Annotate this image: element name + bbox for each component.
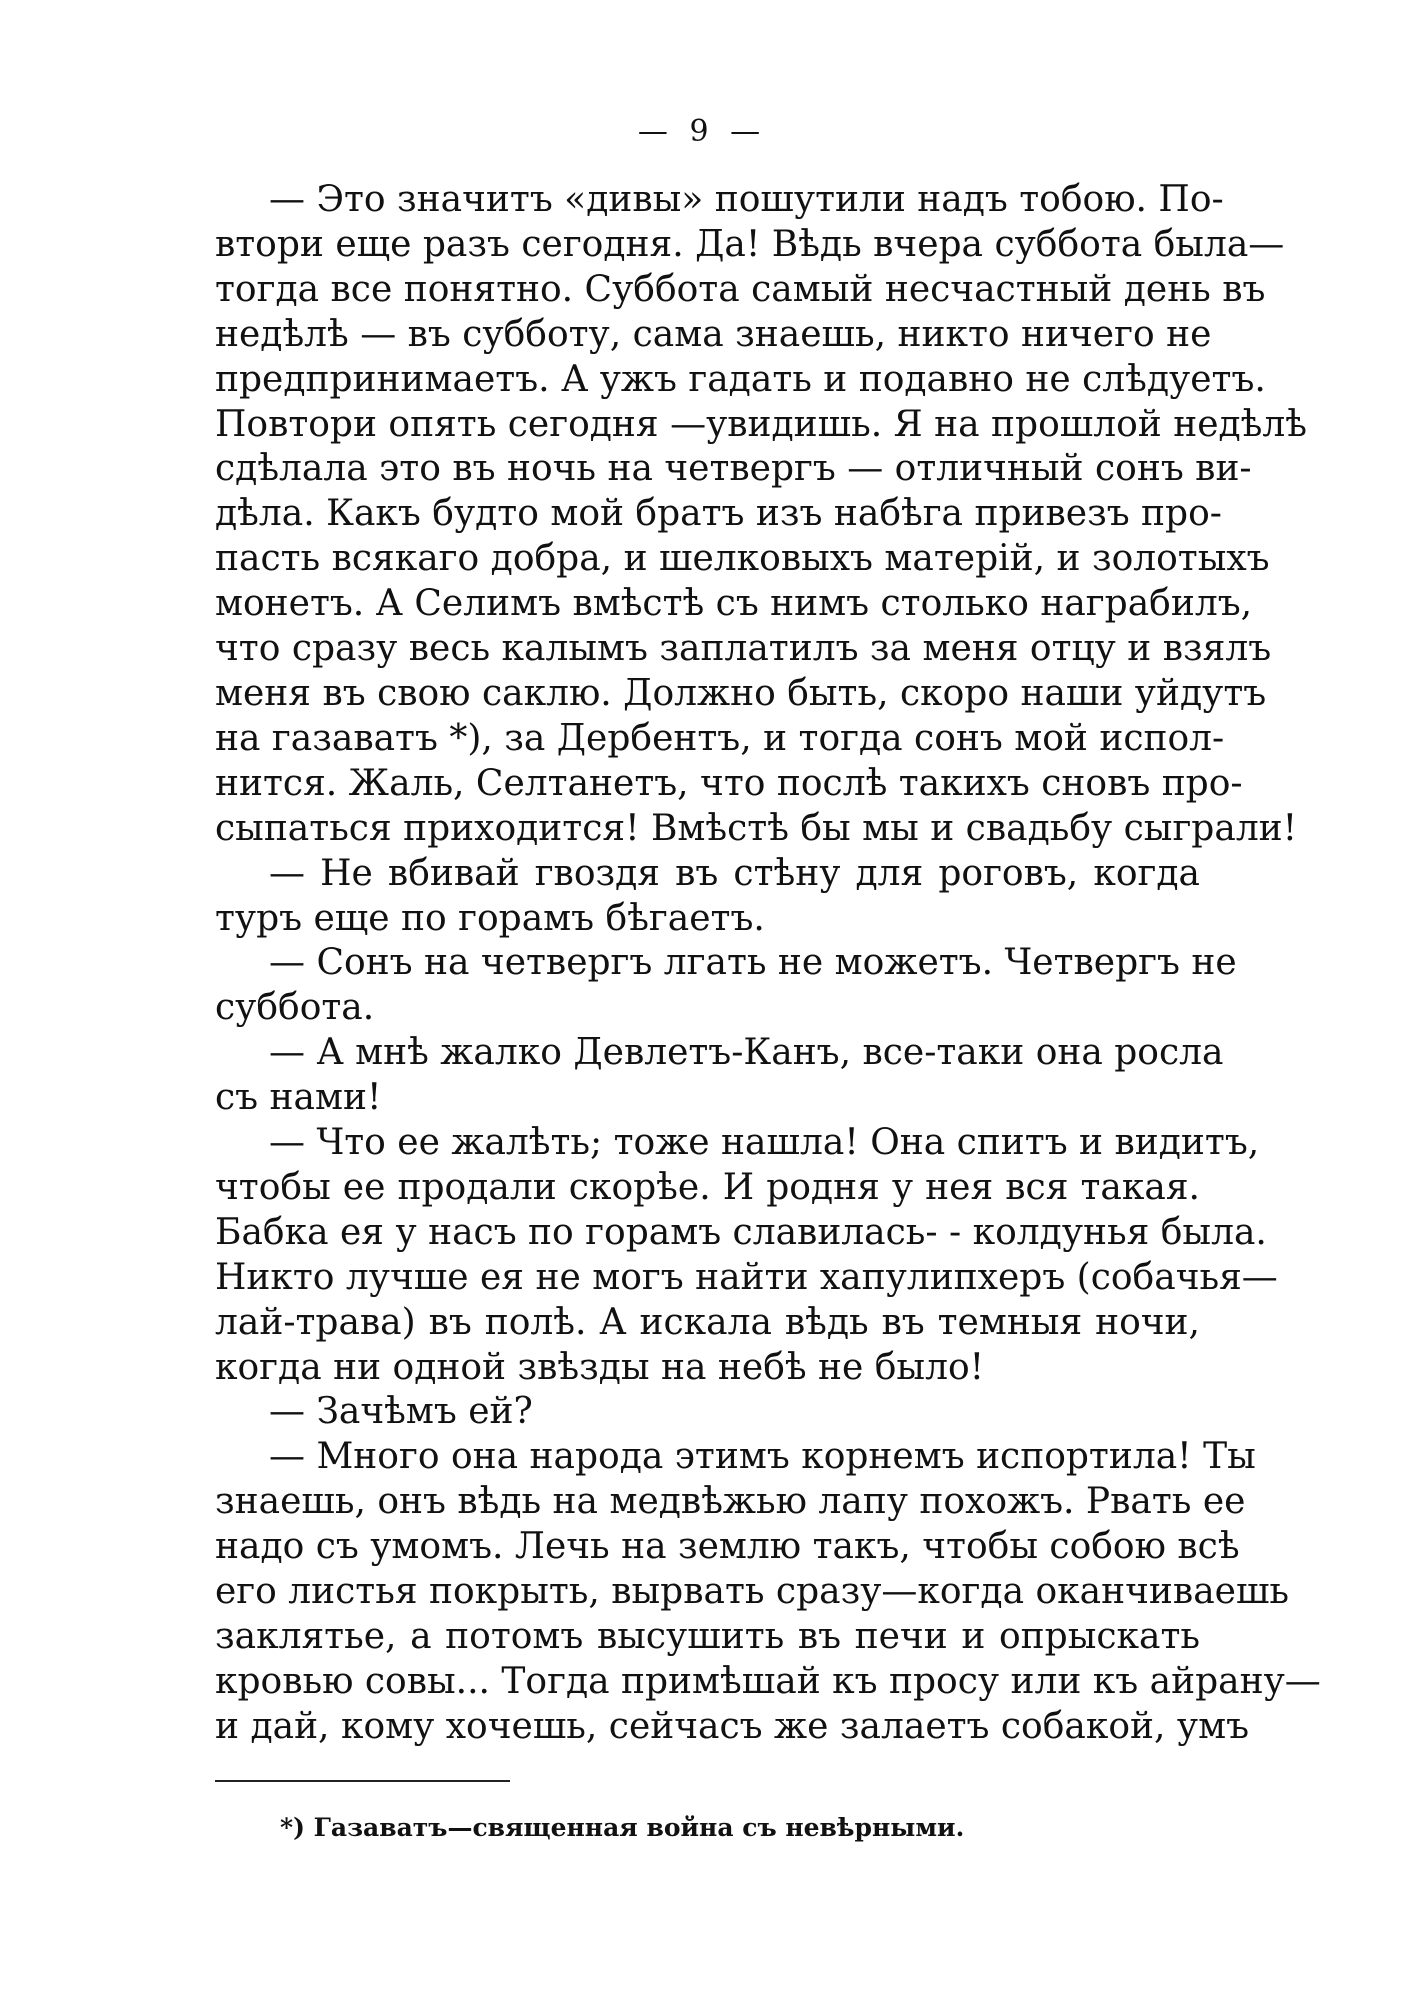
footnote: *) Газаватъ—священная война съ невѣрными. [280,1813,965,1842]
text-line: тогда все понятно. Суббота самый несчастный день въ [215,268,1266,310]
text-line: знаешь, онъ вѣдь на медвѣжью лапу похожъ. Рвать ее [215,1481,1246,1523]
text-line: его листья покрыть, вырвать сразу—когда оканчиваешь [215,1571,1290,1613]
text-line: Повтори опять сегодня —увидишь. Я на прошлой недѣлѣ [215,403,1307,445]
text-line: лай-трава) въ полѣ. А искала вѣдь въ темныя ночи, [215,1301,1200,1343]
paragraph-list [215,178,1321,1750]
text-line: Никто лучше ея не могъ найти хапулипхеръ (собачья— [215,1256,1278,1298]
text-line: недѣлѣ — въ субботу, сама знаешь, никто ничего не [215,313,1212,355]
text-line: монетъ. А Селимъ вмѣстѣ съ нимъ столько награбилъ, [215,583,1253,625]
text-line: дѣла. Какъ будто мой братъ изъ набѣга привезъ про- [215,493,1222,535]
text-line: — Зачѣмъ ей? [269,1391,533,1433]
text-line: что сразу весь калымъ заплатилъ за меня отцу и взялъ [215,628,1272,670]
text-line: пасть всякаго добра, и шелковыхъ матерiй, и золотыхъ [215,538,1270,580]
main-text [215,178,1321,1750]
paragraph [215,1121,1278,1390]
text-line: Бабка ея у насъ по горамъ славилась- - колдунья была. [215,1211,1267,1253]
paragraph [215,1390,1200,1435]
text-line: — Что ее жалѣть; тоже нашла! Она спитъ и видитъ, [269,1122,1260,1164]
paragraph [215,852,1200,942]
text-line: — Сонъ на четвергъ лгать не можетъ. Четвергъ не [269,942,1237,984]
text-line: надо съ умомъ. Лечь на землю такъ, чтобы собою всѣ [215,1526,1240,1568]
text-line: втори еще разъ сегодня. Да! Вѣдь вчера суббота была— [215,223,1285,265]
text-line: предпринимаетъ. А ужъ гадать и подавно не слѣдуетъ. [215,358,1266,400]
text-line: сыпаться приходится! Вмѣстѣ бы мы и свадьбу сыграли! [215,807,1298,849]
text-line: съ нами! [215,1077,382,1119]
text-line: и дай, кому хочешь, сейчасъ же залаетъ собакой, умъ [215,1705,1249,1747]
paragraph [215,1031,1224,1121]
paragraph [215,178,1307,852]
text-line: — Не вбивай гвоздя въ стѣну для роговъ, когда [269,852,1200,894]
paragraph [215,941,1237,1031]
text-line: чтобы ее продали скорѣе. И родня у нея вся такая. [215,1166,1200,1208]
text-line: — Много она народа этимъ корнемъ испортила! Ты [269,1436,1256,1478]
text-line: когда ни одной звѣзды на небѣ не было! [215,1346,985,1388]
text-line: меня въ свою саклю. Должно быть, скоро наши уйдутъ [215,672,1267,714]
text-line: заклятье, а потомъ высушить въ печи и опрыскать [215,1616,1200,1657]
text-line: кровью совы... Тогда примѣшай къ просу или къ айрану— [215,1660,1321,1702]
text-line: сдѣлала это въ ночь на четвергъ — отличный сонъ ви- [215,448,1252,490]
page-number: — 9 — [637,114,767,149]
text-line: суббота. [215,987,375,1029]
text-line: — А мнѣ жалко Девлетъ-Канъ, все-таки она росла [269,1032,1224,1074]
paragraph [215,1435,1321,1749]
text-line: туръ еще по горамъ бѣгаетъ. [215,897,765,939]
footnote-divider [215,1780,510,1782]
text-line: на газаватъ *), за Дербентъ, и тогда сонъ мой испол- [215,717,1225,759]
text-line: нится. Жаль, Селтанетъ, что послѣ такихъ сновъ про- [215,762,1243,804]
text-line: — Это значитъ «дивы» пошутили надъ тобою. По- [269,179,1224,220]
